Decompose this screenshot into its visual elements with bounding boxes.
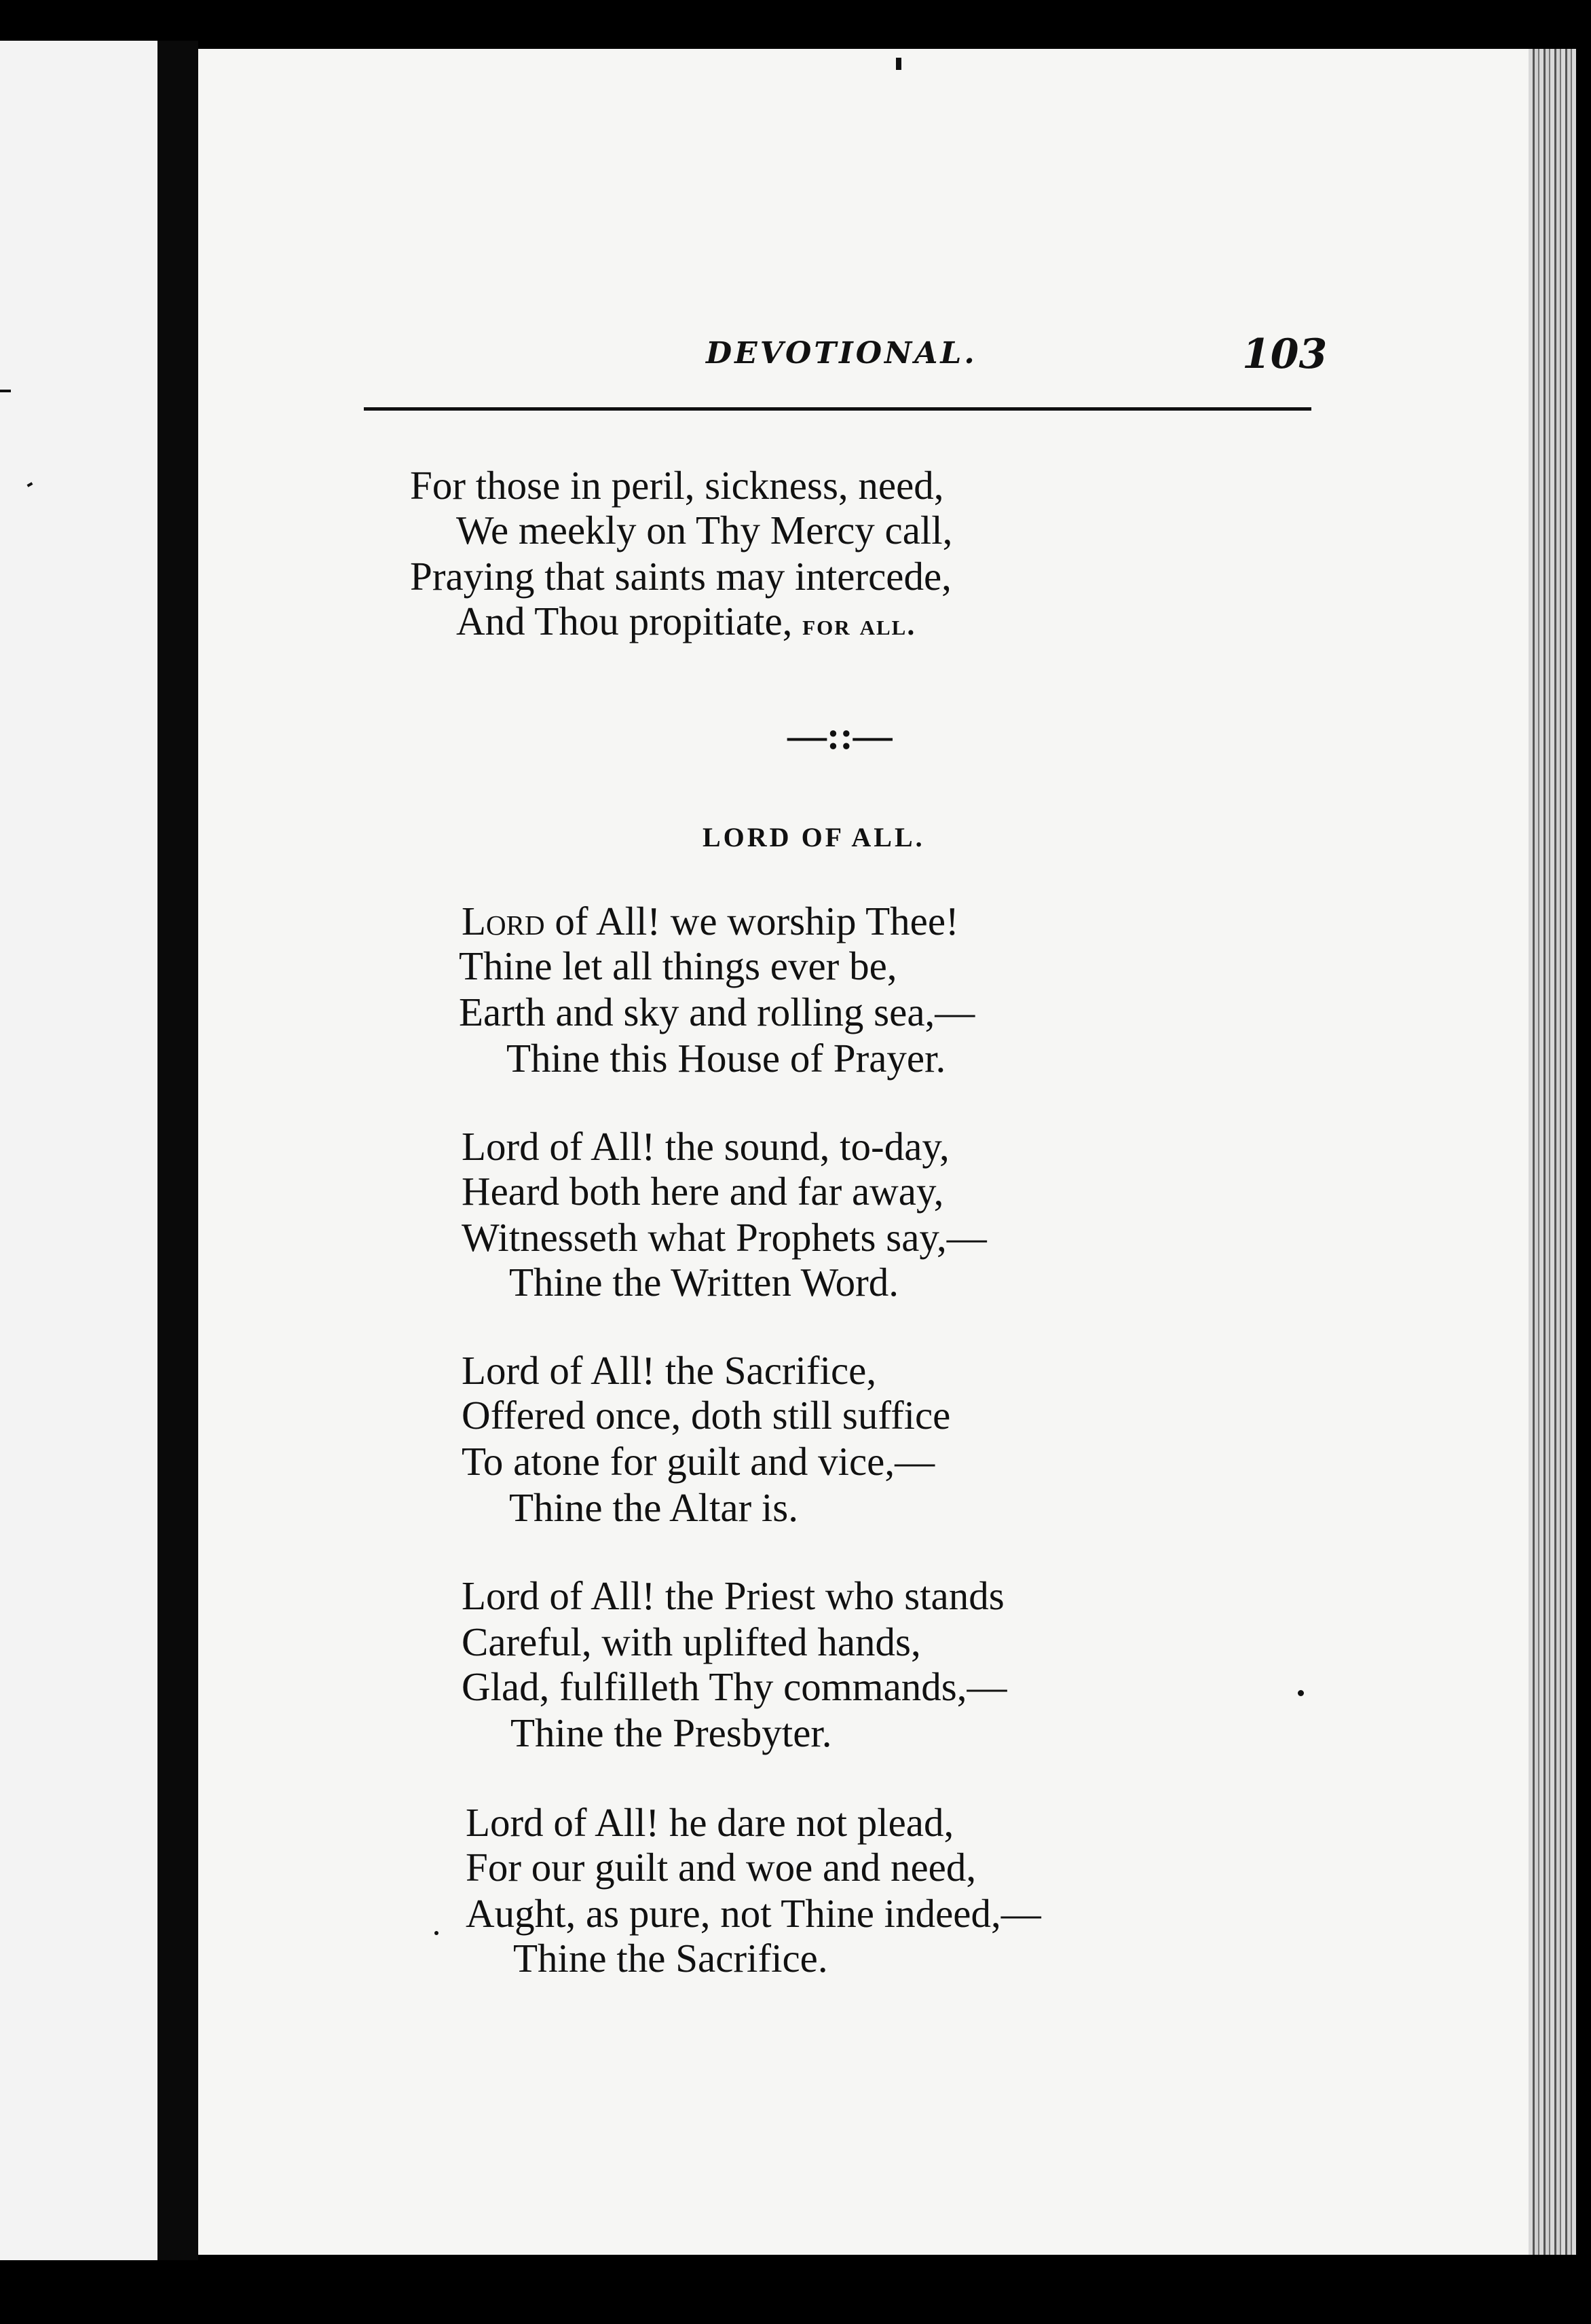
poem-line: Heard both here and far away,	[462, 1169, 944, 1214]
running-title: DEVOTIONAL.	[706, 336, 977, 371]
left-page-edge	[0, 41, 157, 2260]
poem-line: Aught, as pure, not Thine indeed,—	[466, 1891, 1041, 1936]
stray-mark	[0, 390, 11, 392]
previous-poem-last-line	[456, 601, 916, 641]
book-spine-gutter	[157, 41, 198, 2260]
poem-line: Earth and sky and rolling sea,—	[459, 990, 975, 1034]
previous-poem-smallcaps: for all.	[802, 608, 916, 641]
page-number: 103	[1242, 331, 1328, 378]
poem-line: Thine the Altar is.	[509, 1485, 799, 1530]
page-edges	[1529, 49, 1576, 2255]
stray-mark	[896, 58, 901, 70]
previous-poem-line: For those in peril, sickness, need,	[410, 463, 944, 508]
poem-line: Lord of All! he dare not plead,	[466, 1800, 954, 1845]
poem-line: Lord of All! the Sacrifice,	[462, 1348, 877, 1393]
first-line-rest: of All! we worship Thee!	[544, 899, 959, 943]
poem-line: Thine the Written Word.	[509, 1260, 899, 1305]
poem-title: LORD OF ALL.	[703, 822, 925, 852]
poem-first-line	[462, 901, 959, 941]
poem-line: For our guilt and woe and need,	[466, 1845, 977, 1890]
first-line-lead-word: Lord	[462, 899, 545, 943]
poem-line: Thine this House of Prayer.	[506, 1036, 946, 1081]
previous-poem-line: Praying that saints may intercede,	[410, 554, 952, 599]
poem-line: Thine let all things ever be,	[459, 943, 897, 988]
stray-mark	[434, 1931, 438, 1935]
poem-line: Lord of All! the sound, to-day,	[462, 1124, 950, 1169]
poem-line: Witnesseth what Prophets say,—	[462, 1215, 987, 1260]
poem-line: Lord of All! the Priest who stands	[462, 1573, 1005, 1618]
previous-poem-line: We meekly on Thy Mercy call,	[456, 508, 953, 552]
previous-poem-last-line-text: And Thou propitiate,	[456, 599, 793, 643]
poem-line: Glad, fulfilleth Thy commands,—	[462, 1664, 1007, 1709]
poem-line: Thine the Presbyter.	[510, 1710, 832, 1755]
header-rule	[364, 407, 1311, 411]
poem-line: To atone for guilt and vice,—	[462, 1439, 935, 1484]
poem-line: Offered once, doth still suffice	[462, 1393, 951, 1438]
poem-line: Careful, with uplifted hands,	[462, 1619, 921, 1664]
stray-mark	[1298, 1690, 1304, 1696]
poem-line: Thine the Sacrifice.	[513, 1936, 828, 1981]
section-divider: —::—	[787, 713, 893, 757]
